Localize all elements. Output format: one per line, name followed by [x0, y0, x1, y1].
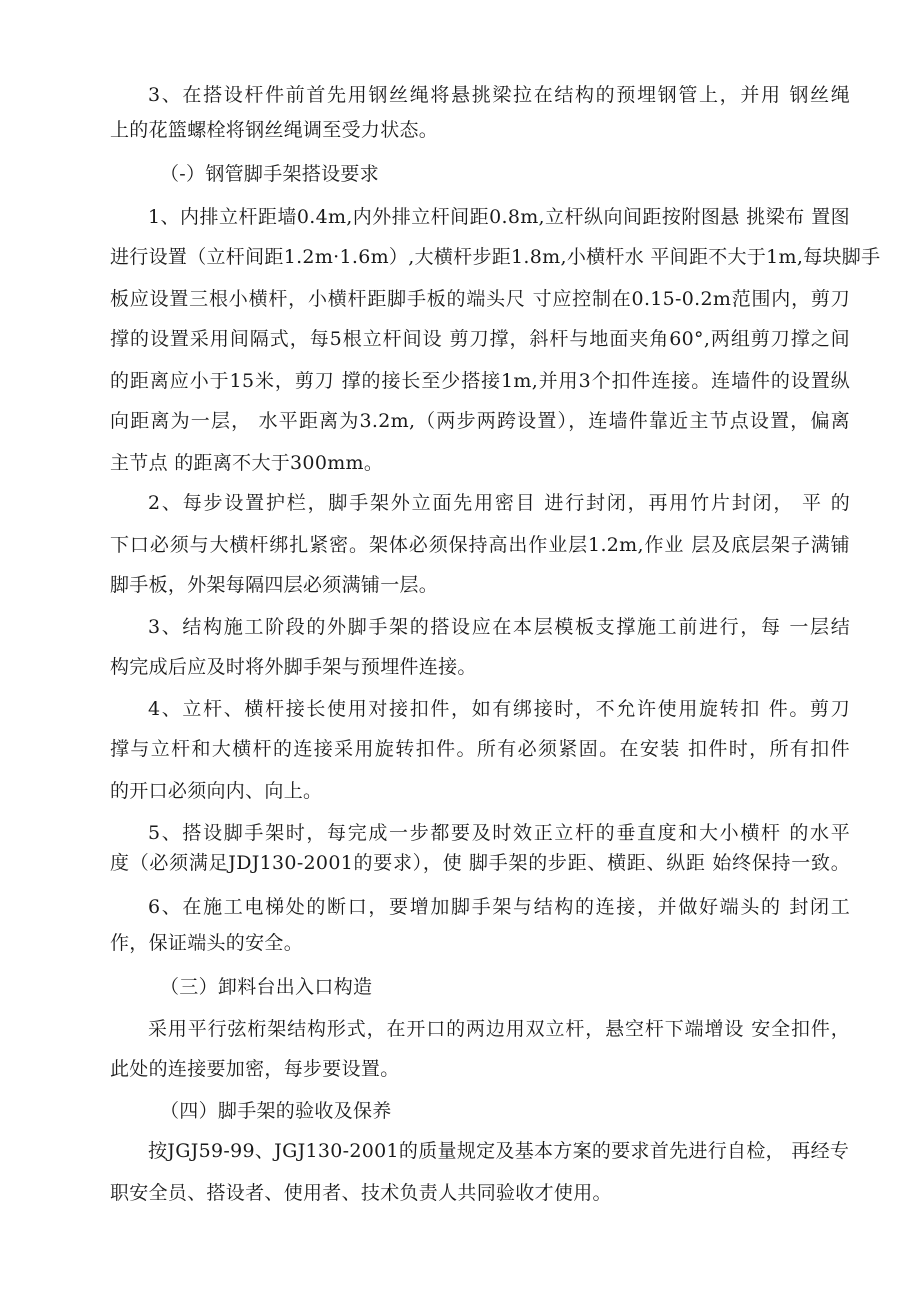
text-line: 脚手板，外架每隔四层必须满铺一层。: [110, 574, 439, 596]
text-line: 6、在施工电梯处的断口，要增加脚手架与结构的连接，并做好端头的 封闭工: [148, 896, 850, 918]
text-line: 撑的设置采用间隔式，每5根立杆间设 剪刀撑，斜杆与地面夹角60°,两组剪刀撑之间: [110, 328, 850, 350]
text-line: 作，保证端头的安全。: [110, 932, 304, 954]
text-line: 2、每步设置护栏，脚手架外立面先用密目 进行封闭，再用竹片封闭， 平 的: [148, 492, 850, 514]
text-line: 进行设置（立杆间距1.2m·1.6m）,大横杆步距1.8m,小横杆水 平间距不大于1m,每块脚手: [110, 246, 881, 268]
text-line: 1、内排立杆距墙0.4m,内外排立杆间距0.8m,立杆纵向间距按附图悬 挑梁布 置图: [148, 206, 850, 228]
text-line: 向距离为一层， 水平距离为3.2m,（两步两跨设置），连墙件靠近主节点设置，偏离: [110, 410, 850, 432]
text-line: 下口必须与大横杆绑扎紧密。架体必须保持高出作业层1.2m,作业 层及底层架子满铺: [110, 534, 850, 556]
text-line: 3、结构施工阶段的外脚手架的搭设应在本层模板支撑施工前进行，每 一层结: [148, 616, 850, 638]
text-line: 3、在搭设杆件前首先用钢丝绳将悬挑梁拉在结构的预埋钢管上，并用 钢丝绳: [148, 84, 850, 106]
text-line: 的开口必须向内、向上。: [110, 780, 323, 802]
text-line: 的距离应小于15米，剪刀 撑的接长至少搭接1m,并用3个扣件连接。连墙件的设置纵: [110, 370, 850, 392]
section-heading: （-）钢管脚手架搭设要求: [160, 163, 380, 185]
text-line: 构完成后应及时将外脚手架与预埋件连接。: [110, 656, 477, 678]
text-line: 主节点 的距离不大于300mm。: [110, 452, 384, 474]
text-line: 4、立杆、横杆接长使用对接扣件，如有绑接时，不允许使用旋转扣 件。剪刀: [148, 698, 850, 720]
text-line: 度（必须满足JDJ130-2001的要求），使 脚手架的步距、横距、纵距 始终保持一致。: [110, 852, 850, 874]
text-line: 撑与立杆和大横杆的连接采用旋转扣件。所有必须紧固。在安装 扣件时，所有扣件: [110, 738, 850, 760]
text-line: 按JGJ59-99、JGJ130-2001的质量规定及基本方案的要求首先进行自检， 再经专: [148, 1140, 850, 1162]
text-line: 上的花篮螺栓将钢丝绳调至受力状态。: [110, 119, 439, 141]
section-heading: （四）脚手架的验收及保养: [160, 1100, 392, 1122]
text-line: 此处的连接要加密，每步要设置。: [110, 1058, 400, 1080]
section-heading: （三）卸料台出入口构造: [160, 976, 373, 998]
text-line: 职安全员、搭设者、使用者、技术负责人共同验收才使用。: [110, 1182, 612, 1204]
text-line: 板应设置三根小横杆，小横杆距脚手板的端头尺 寸应控制在0.15-0.2m范围内，剪刀: [110, 288, 850, 310]
text-line: 5、搭设脚手架时，每完成一步都要及时效正立杆的垂直度和大小横杆 的水平: [148, 822, 850, 844]
text-line: 采用平行弦桁架结构形式，在开口的两边用双立杆，悬空杆下端增设 安全扣件，: [148, 1018, 850, 1040]
